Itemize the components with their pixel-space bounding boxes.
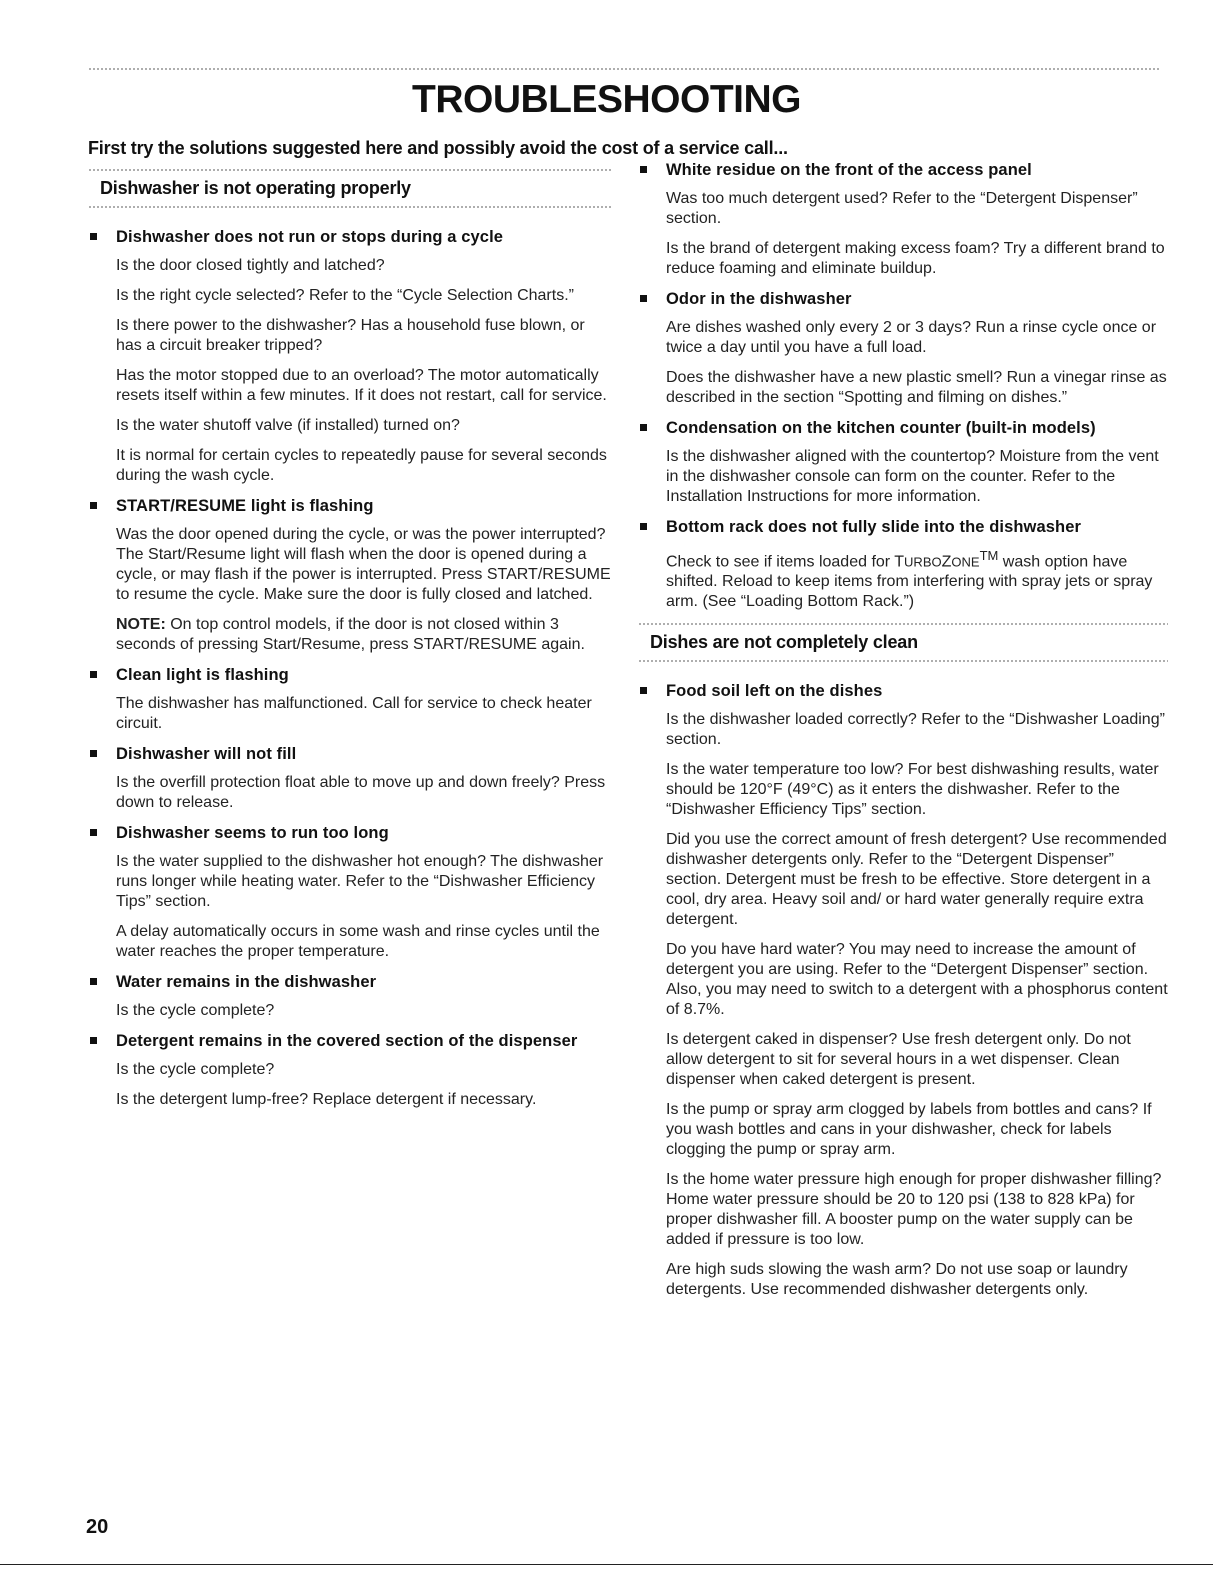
- item-answer: [666, 546, 1168, 612]
- answer-text: Check to see if items loaded for T: [666, 553, 905, 571]
- section-rule-bottom: [88, 205, 613, 209]
- item-answer: Is the brand of detergent making excess foam? Try a different brand to reduce foaming and eliminate buildup.: [666, 240, 1165, 277]
- item-answer: Is the dishwasher loaded correctly? Refer to the “Dishwasher Loading” section.: [666, 711, 1165, 749]
- trademark-mark: TM: [979, 548, 999, 563]
- item-answer: Do you have hard water? You may need to increase the amount of detergent you are using. Refer to the “Detergent Dispenser” section. Also, you may need to switch to a detergent with a phosphorus content of 8.7%.: [666, 941, 1168, 1019]
- item-answer: Was the door opened during the cycle, or was the power interrupted? The Start/Resume light will flash when the door is opened during a cycle, or may flash if the power is interrupted. Press START/RESUME to resume the cycle. Make sure the door is fully closed and latched.: [116, 526, 611, 603]
- list-item: [638, 418, 1168, 507]
- square-bullet-icon: [640, 687, 647, 694]
- item-answer: Are high suds slowing the wash arm? Do not use soap or laundry detergents. Use recommended dishwasher detergents only.: [666, 1261, 1128, 1299]
- note-label: NOTE:: [116, 616, 166, 633]
- list-item: [638, 160, 1168, 279]
- square-bullet-icon: [90, 750, 97, 757]
- item-question: START/RESUME light is flashing: [116, 497, 374, 515]
- left-column: [88, 168, 613, 1120]
- item-question: Dishwasher will not fill: [116, 745, 297, 763]
- square-bullet-icon: [90, 671, 97, 678]
- square-bullet-icon: [90, 1037, 97, 1044]
- item-answer: Was too much detergent used? Refer to the “Detergent Dispenser” section.: [666, 190, 1138, 227]
- list-item: [88, 972, 613, 1021]
- answer-text: Z: [941, 553, 952, 571]
- list-item: [638, 289, 1168, 408]
- square-bullet-icon: [640, 166, 647, 173]
- page-subtitle: First try the solutions suggested here and possibly avoid the cost of a service call...: [88, 138, 788, 158]
- square-bullet-icon: [90, 829, 97, 836]
- item-answer: Is the dishwasher aligned with the countertop? Moisture from the vent in the dishwasher console can form on the counter. Refer to the Installation Instructions for more information.: [666, 448, 1159, 505]
- item-answer: The dishwasher has malfunctioned. Call for service to check heater circuit.: [116, 695, 592, 732]
- item-answer: Is the overfill protection float able to move up and down freely? Press down to release.: [116, 774, 606, 811]
- item-note: [116, 615, 613, 655]
- item-answer: Is the right cycle selected? Refer to the “Cycle Selection Charts.”: [116, 287, 574, 304]
- item-answer: Is the detergent lump-free? Replace detergent if necessary.: [116, 1091, 537, 1108]
- item-answer: Is the water temperature too low? For best dishwashing results, water should be 120°F (49°C) as it enters the dishwasher. Refer to the “Dishwasher Efficiency Tips” section.: [666, 761, 1159, 819]
- section-rule-top: [88, 168, 613, 172]
- item-answer: Is the home water pressure high enough for proper dishwasher filling? Home water pressure should be 20 to 120 psi (138 to 828 kPa) for proper dishwasher fill. A booster pump on the water supply can be added if pressure is too low.: [666, 1171, 1162, 1249]
- right-column: [638, 160, 1168, 1310]
- item-answer: Is detergent caked in dispenser? Use fresh detergent only. Do not allow detergent to sit for several hours in a wet dispenser. Clean dispenser when caked detergent is present.: [666, 1031, 1131, 1089]
- item-question: Food soil left on the dishes: [666, 682, 883, 701]
- square-bullet-icon: [90, 502, 97, 509]
- square-bullet-icon: [640, 424, 647, 431]
- item-question: Dishwasher seems to run too long: [116, 824, 389, 842]
- item-question: Dishwasher does not run or stops during a cycle: [116, 228, 504, 246]
- square-bullet-icon: [640, 523, 647, 530]
- item-question: Clean light is flashing: [116, 666, 289, 684]
- bottom-rule: [0, 1564, 1213, 1565]
- list-item: [88, 1031, 613, 1110]
- answer-text: wash option have shifted. Reload to keep items from interfering with spray jets or spray arm. (See “Loading Bottom Rack.”): [666, 553, 1153, 611]
- item-question: White residue on the front of the access panel: [666, 161, 1032, 179]
- item-question: Water remains in the dishwasher: [116, 973, 377, 991]
- item-answer: Is there power to the dishwasher? Has a household fuse blown, or has a circuit breaker tripped?: [116, 317, 585, 354]
- list-item: [88, 496, 613, 655]
- top-dotted-rule: [88, 67, 1160, 71]
- item-answer: It is normal for certain cycles to repeatedly pause for several seconds during the wash cycle.: [116, 447, 607, 484]
- item-answer: Are dishes washed only every 2 or 3 days? Run a rinse cycle once or twice a day until you have a full load.: [666, 319, 1157, 356]
- item-question: Detergent remains in the covered section of the dispenser: [116, 1032, 578, 1050]
- item-question: Condensation on the kitchen counter (built-in models): [666, 419, 1096, 437]
- section-header-operating: [88, 168, 613, 209]
- page-title: TROUBLESHOOTING: [412, 78, 801, 121]
- square-bullet-icon: [640, 295, 647, 302]
- list-item: [638, 517, 1168, 612]
- list-item: [638, 681, 1168, 1300]
- item-answer: Is the pump or spray arm clogged by labels from bottles and cans? If you wash bottles and cans in your dishwasher, check for labels clogging the pump or spray arm.: [666, 1101, 1152, 1159]
- list-item: [88, 665, 613, 734]
- item-answer: Is the cycle complete?: [116, 1061, 275, 1078]
- item-answer: Did you use the correct amount of fresh detergent? Use recommended dishwasher detergents only. Refer to the “Detergent Dispenser” section. Detergent must be fresh to be effective. Store detergent in a cool, dry area. Heavy soil and/ or hard water generally require extra detergent.: [666, 831, 1167, 929]
- square-bullet-icon: [90, 978, 97, 985]
- list-item: [88, 227, 613, 486]
- section-title: Dishwasher is not operating properly: [100, 178, 411, 198]
- page-number: 20: [86, 1516, 109, 1538]
- list-item: [88, 823, 613, 962]
- section-rule-top: [638, 622, 1168, 626]
- note-text: On top control models, if the door is not closed within 3 seconds of pressing Start/Resume, press START/RESUME again.: [116, 616, 585, 653]
- item-question: Bottom rack does not fully slide into the dishwasher: [666, 518, 1082, 536]
- square-bullet-icon: [90, 233, 97, 240]
- item-answer: Does the dishwasher have a new plastic smell? Run a vinegar rinse as described in the section “Spotting and filming on dishes.”: [666, 369, 1167, 406]
- item-answer: Is the water supplied to the dishwasher hot enough? The dishwasher runs longer while heating water. Refer to the “Dishwasher Efficiency Tips” section.: [116, 853, 604, 910]
- section-title: Dishes are not completely clean: [650, 632, 918, 653]
- item-answer: Is the cycle complete?: [116, 1002, 275, 1019]
- item-question: Odor in the dishwasher: [666, 290, 852, 308]
- item-answer: Is the door closed tightly and latched?: [116, 257, 385, 274]
- section-header-not-clean: [638, 622, 1168, 663]
- item-answer: Is the water shutoff valve (if installed) turned on?: [116, 417, 460, 434]
- item-answer: A delay automatically occurs in some wash and rinse cycles until the water reaches the proper temperature.: [116, 923, 600, 960]
- small-caps-text: URBO: [904, 554, 942, 570]
- section-rule-bottom: [638, 659, 1168, 663]
- list-item: [88, 744, 613, 813]
- small-caps-text: ONE: [951, 554, 980, 570]
- item-answer: Has the motor stopped due to an overload? The motor automatically resets itself within a few minutes. If it does not restart, call for service.: [116, 367, 607, 404]
